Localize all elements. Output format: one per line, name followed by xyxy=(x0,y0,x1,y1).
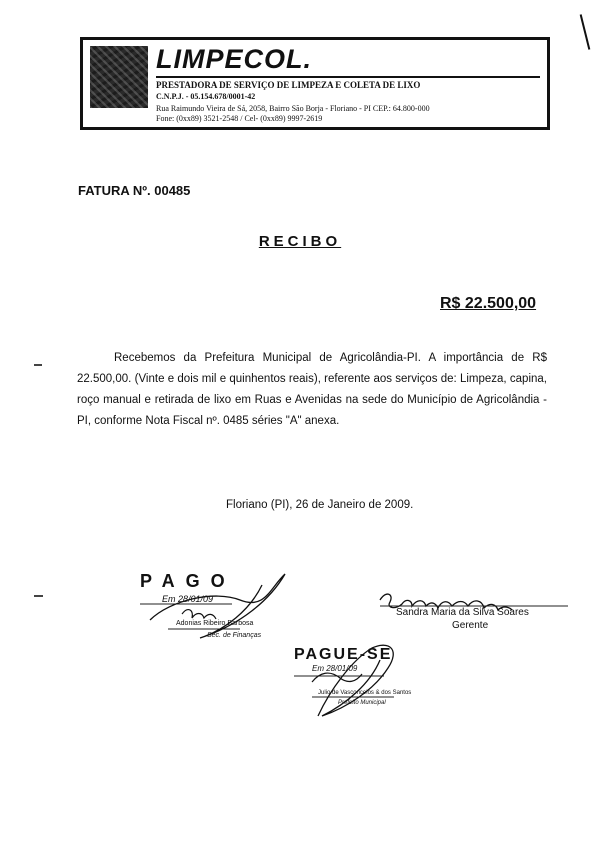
invoice-number: FATURA Nº. 00485 xyxy=(78,183,191,198)
company-logo xyxy=(90,46,148,108)
signer-role: Gerente xyxy=(452,620,489,631)
company-tagline: PRESTADORA DE SERVIÇO DE LIMPEZA E COLETA DE LIXO xyxy=(156,80,421,90)
corner-pen-mark xyxy=(580,14,591,49)
company-phone: Fone: (0xx89) 3521-2548 / Cel- (0xx89) 9997-2619 xyxy=(156,114,323,123)
company-name-rule xyxy=(156,76,540,78)
receipt-amount: R$ 22.500,00 xyxy=(440,295,537,312)
receipt-body: Recebemos da Prefeitura Municipal de Agricolândia-PI. A importância de R$ 22.500,00. (Vinte e dois mil e quinhentos reais), referente aos serviços de: Limpeza, capina, roço manual e retirada de lixo em Ruas e Avenidas na sede do Município de Agricolândia - PI, conforme Nota Fiscal nº. 0485 séries "A" anexa. xyxy=(77,352,547,427)
stamp-paguese-name: Julio de Vasconcelos & dos Santos xyxy=(318,690,412,696)
scan-mark xyxy=(34,364,42,366)
company-address: Rua Raimundo Vieira de Sá, 2058, Bairro São Borja - Floriano - PI CEP.: 64.800-000 xyxy=(156,104,430,113)
stamp-pago-name: Adonias Ribeiro Barbosa xyxy=(176,620,254,627)
stamp-pago: PAGO xyxy=(140,571,236,591)
signer-name: Sandra Maria da Silva Soares xyxy=(396,607,529,618)
paguese-initials-scribble xyxy=(312,673,362,682)
date-line: Floriano (PI), 26 de Janeiro de 2009. xyxy=(226,499,414,511)
stamp-paguese-role: Prefeito Municipal xyxy=(338,700,386,706)
stamp-pago-date: Em 28/01/09 xyxy=(162,594,214,604)
scan-mark xyxy=(34,595,43,597)
stamp-paguese-date: Em 28/01/09 xyxy=(312,664,358,673)
document-title: RECIBO xyxy=(258,233,342,250)
pago-initials-scribble xyxy=(182,610,216,619)
stamp-pago-role: Sec. de Finanças xyxy=(207,632,262,639)
company-cnpj: C.N.P.J. - 05.154.678/0001-42 xyxy=(156,92,256,101)
company-name: LIMPECOL. xyxy=(156,44,312,74)
stamp-paguese: PAGUE-SE xyxy=(294,646,393,663)
